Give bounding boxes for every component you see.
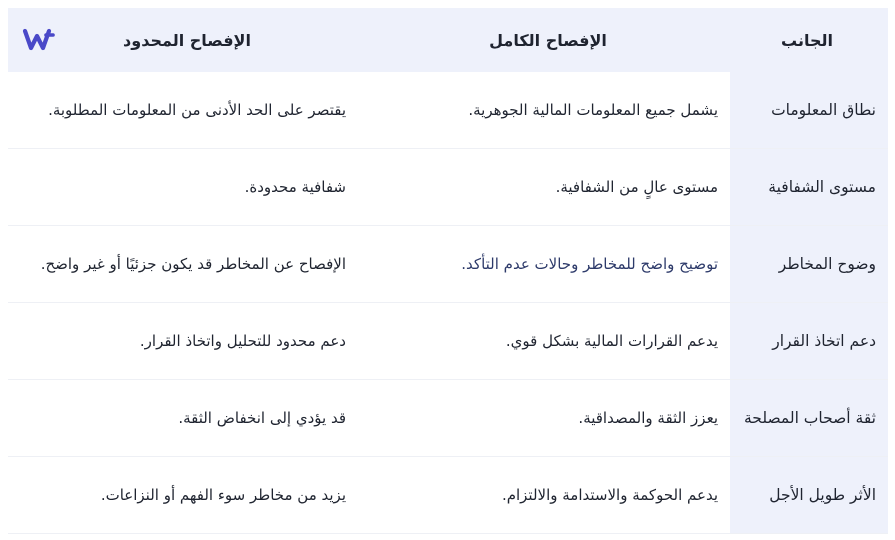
full-cell xyxy=(358,226,730,302)
aspect-text: نطاق المعلومات xyxy=(771,100,876,119)
limited-cell xyxy=(8,226,358,302)
header-full-disclosure xyxy=(358,8,730,72)
aspect-cell xyxy=(730,149,888,225)
aspect-text: الأثر طويل الأجل xyxy=(769,485,876,504)
limited-cell xyxy=(8,380,358,456)
header-limited-label: الإفصاح المحدود xyxy=(123,30,251,50)
header-limited-disclosure xyxy=(8,8,358,72)
aspect-cell xyxy=(730,226,888,302)
aspect-cell xyxy=(730,380,888,456)
limited-text: شفافية محدودة. xyxy=(244,177,346,196)
full-text: يدعم القرارات المالية بشكل قوي. xyxy=(505,331,718,350)
full-text: يدعم الحوكمة والاستدامة والالتزام. xyxy=(501,485,718,504)
table-row xyxy=(8,303,888,380)
limited-text: يزيد من مخاطر سوء الفهم أو النزاعات. xyxy=(100,485,346,504)
aspect-text: مستوى الشفافية xyxy=(768,177,876,196)
table-header-row xyxy=(8,8,888,72)
full-text: يعزز الثقة والمصداقية. xyxy=(578,408,718,427)
full-text: يشمل جميع المعلومات المالية الجوهرية. xyxy=(468,100,718,119)
limited-text: دعم محدود للتحليل واتخاذ القرار. xyxy=(139,331,346,350)
table-row xyxy=(8,380,888,457)
full-cell xyxy=(358,380,730,456)
aspect-text: دعم اتخاذ القرار xyxy=(772,331,876,350)
full-cell xyxy=(358,457,730,533)
limited-cell xyxy=(8,149,358,225)
aspect-cell xyxy=(730,303,888,379)
limited-cell xyxy=(8,303,358,379)
full-text: مستوى عالٍ من الشفافية. xyxy=(555,177,718,196)
comparison-table xyxy=(8,8,888,534)
aspect-text: ثقة أصحاب المصلحة xyxy=(744,408,876,427)
table-row xyxy=(8,149,888,226)
full-cell xyxy=(358,149,730,225)
full-text: توضيح واضح للمخاطر وحالات عدم التأكد. xyxy=(461,254,718,273)
header-aspect xyxy=(730,8,888,72)
aspect-cell xyxy=(730,457,888,533)
header-aspect-label: الجانب xyxy=(781,30,833,50)
limited-cell xyxy=(8,457,358,533)
limited-text: الإفصاح عن المخاطر قد يكون جزئيًا أو غير واضح. xyxy=(40,254,346,273)
limited-text: يقتصر على الحد الأدنى من المعلومات المطلوبة. xyxy=(48,100,346,119)
aspect-cell xyxy=(730,72,888,148)
w-logo-icon xyxy=(22,27,56,53)
aspect-text: وضوح المخاطر xyxy=(778,254,876,273)
limited-cell xyxy=(8,72,358,148)
table-row xyxy=(8,226,888,303)
limited-text: قد يؤدي إلى انخفاض الثقة. xyxy=(178,408,346,427)
table-row xyxy=(8,72,888,149)
full-cell xyxy=(358,303,730,379)
full-cell xyxy=(358,72,730,148)
table-row xyxy=(8,457,888,534)
header-full-label: الإفصاح الكامل xyxy=(489,30,607,50)
